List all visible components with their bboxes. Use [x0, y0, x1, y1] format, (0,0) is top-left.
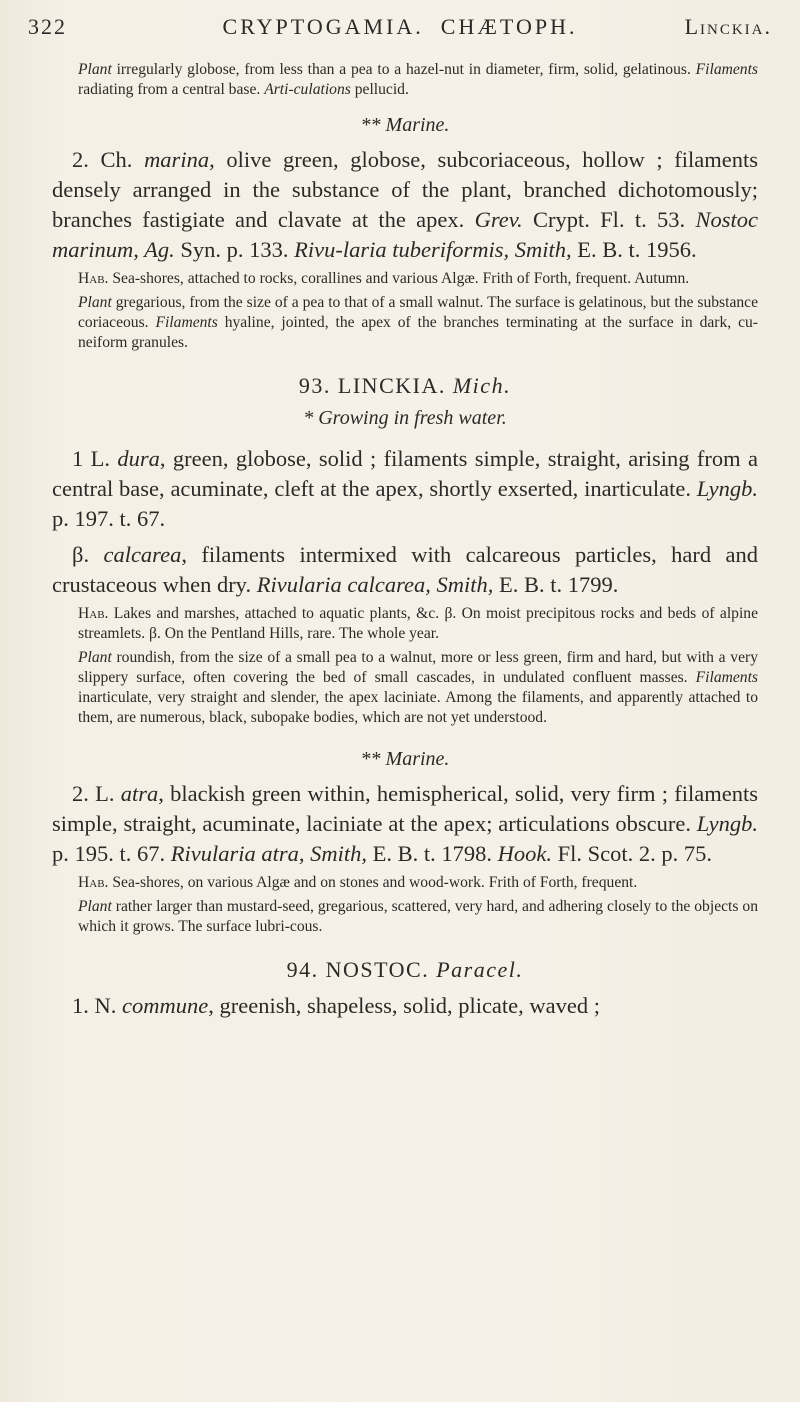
text-run: , blackish green within, hemispherical, solid, very firm ; filaments simple, straight, acuminate, laciniate at the apex; articulations obscure.: [52, 781, 759, 836]
genus-heading-nostoc: [52, 957, 758, 983]
term-articulations: Arti-culations: [264, 81, 351, 98]
text-run: roundish, from the size of a small pea to a walnut, more or less green, firm and hard, but with a very slippery surface, often covering the bed of small cascades, in undulated confluent masses.: [78, 649, 758, 686]
text-run: , filaments intermixed with calcareous particles, hard and crustaceous when dry.: [52, 542, 759, 597]
text-run: , greenish, shapeless, solid, plicate, waved ;: [208, 993, 601, 1018]
term-plant: Plant: [78, 898, 112, 915]
genus-authority: Paracel.: [436, 957, 524, 982]
text-run: radiating from a central base.: [78, 81, 265, 98]
genus-title: 93. LINCKIA.: [298, 373, 453, 398]
text-run: Fl. Scot. 2. p. 75.: [552, 841, 713, 866]
species-number: 1 L.: [72, 446, 118, 471]
text-run: Sea-shores, attached to rocks, corallines and various Algæ. Frith of Forth, frequent. Autumn.: [108, 270, 690, 287]
text-run: , olive green, globose, subcoriaceous, hollow ; filaments densely arranged in the substance of the plant, branched dichotomously; branches fastigiate and clavate at the apex.: [52, 147, 758, 232]
label-hab: Hab.: [78, 605, 109, 622]
text-run: irregularly globose, from less than a pea to a hazel-nut in diameter, firm, solid, gelatinous.: [111, 61, 696, 78]
term-filaments: Filaments: [695, 669, 758, 686]
running-title: [28, 14, 772, 40]
citation: Lyngb.: [696, 476, 758, 501]
label-hab: Hab.: [78, 874, 109, 891]
description-paragraph: [52, 293, 758, 353]
section-heading-marine: ** Marine.: [360, 114, 450, 136]
species-name: commune: [122, 993, 209, 1018]
text-run: inarticulate, very straight and slender, the apex laciniate. Among the filaments, and apparently attached to them, are numerous, black, subopake bodies, which are not yet understood.: [78, 689, 758, 726]
citation: Lyngb.: [696, 811, 758, 836]
label-hab: Hab.: [78, 270, 109, 287]
species-entry-linckia-atra: [52, 779, 758, 869]
species-entry-nostoc-commune: [52, 991, 758, 1021]
text-run: p. 197. t. 67.: [52, 506, 166, 531]
description-paragraph: [52, 648, 758, 728]
variety-entry-calcarea: [52, 540, 758, 600]
page-number: 322: [28, 14, 67, 39]
species-entry-linckia-dura: [52, 444, 758, 534]
page-header: [28, 14, 772, 44]
running-genus: Linckia.: [684, 14, 772, 39]
species-number: 1. N.: [72, 993, 122, 1018]
genus-heading-linckia: [52, 373, 758, 399]
text-run: Crypt. Fl. t. 53.: [522, 207, 696, 232]
habitat-paragraph: [52, 269, 758, 289]
citation: Rivularia atra, Smith,: [170, 841, 368, 866]
citation: Nostoc marinum, Ag.: [52, 207, 758, 262]
species-name: dura: [117, 446, 160, 471]
text-run: pellucid.: [350, 81, 409, 98]
term-plant: Plant: [78, 294, 112, 311]
class-title: CRYPTOGAMIA.: [222, 14, 424, 39]
citation: Rivu-laria tuberiformis, Smith,: [294, 237, 572, 262]
order-title: CHÆTOPH.: [440, 14, 578, 39]
page-content: [52, 60, 758, 1021]
text-run: E. B. t. 1798.: [367, 841, 498, 866]
text-run: , green, globose, solid ; filaments simple, straight, arising from a central base, acuminate, cleft at the apex, shortly exserted, inarticulate.: [52, 446, 758, 501]
text-run: gregarious, from the size of a pea to that of a small walnut. The surface is gelatinous, but the substance coriaceous.: [78, 294, 758, 331]
genus-title: 94. NOSTOC.: [286, 957, 437, 982]
term-filaments: Filaments: [695, 61, 758, 78]
species-number: 2. Ch.: [72, 147, 145, 172]
species-number: 2. L.: [72, 781, 121, 806]
section-heading-marine: ** Marine.: [360, 748, 450, 770]
term-plant: Plant: [78, 649, 112, 666]
term-plant: Plant: [78, 61, 112, 78]
description-paragraph: [52, 897, 758, 937]
citation: Rivularia calcarea, Smith,: [256, 572, 494, 597]
section-heading-fresh-water: * Growing in fresh water.: [303, 407, 507, 429]
text-run: p. 195. t. 67.: [52, 841, 171, 866]
text-run: rather larger than mustard-seed, gregarious, scattered, very hard, and adhering closely to the objects on which it grows. The surface lubri-cous.: [78, 898, 758, 935]
variety-marker: β.: [72, 542, 104, 567]
species-name: marina: [144, 147, 210, 172]
text-run: E. B. t. 1799.: [493, 572, 619, 597]
species-entry-chaetophora-marina: [52, 145, 758, 265]
text-run: hyaline, jointed, the apex of the branches terminating at the surface in dark, cu-neiform granules.: [78, 314, 758, 351]
text-run: Sea-shores, on various Algæ and on stones and wood-work. Frith of Forth, frequent.: [108, 874, 638, 891]
habitat-paragraph: [52, 604, 758, 644]
citation: Grev.: [474, 207, 523, 232]
species-name: atra: [120, 781, 159, 806]
text-run: E. B. t. 1956.: [571, 237, 697, 262]
genus-authority: Mich.: [452, 373, 512, 398]
text-run: Lakes and marshes, attached to aquatic plants, &c. β. On moist precipitous rocks and beds of alpine streamlets. β. On the Pentland Hills, rare. The whole year.: [78, 605, 758, 642]
term-filaments: Filaments: [155, 314, 218, 331]
description-paragraph: [52, 60, 758, 100]
variety-name: calcarea: [103, 542, 182, 567]
habitat-paragraph: [52, 873, 758, 893]
text-run: Syn. p. 133.: [174, 237, 295, 262]
citation: Hook.: [497, 841, 553, 866]
